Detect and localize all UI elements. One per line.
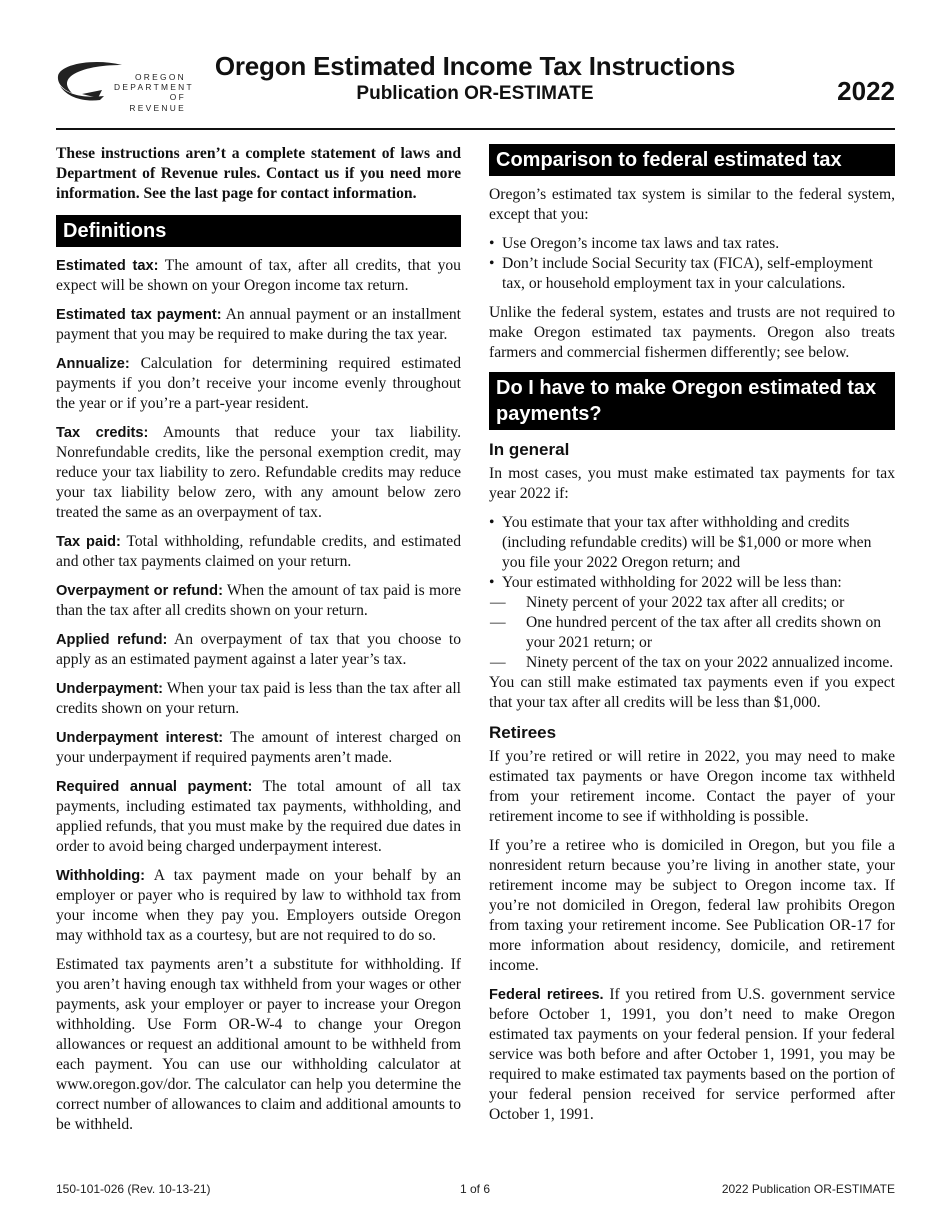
document-title: Oregon Estimated Income Tax Instructions xyxy=(214,51,736,81)
left-column xyxy=(56,144,461,1144)
definition-term: Underpayment: xyxy=(56,681,164,697)
definition-tax-paid xyxy=(56,532,461,572)
footer-publication: 2022 Publication OR-ESTIMATE xyxy=(721,1182,895,1196)
retirees-paragraph-2: If you’re a retiree who is domiciled in Oregon, but you file a nonresident return because you’re living in another state, your retirement income may be subject to Oregon income tax. If you’re not domiciled in Oregon, federal law prohibits Oregon from taxing your retirement income. See Publication OR-17 for more information about residency, domicile, and retirement income. xyxy=(489,837,895,974)
document-subtitle: Publication OR-ESTIMATE xyxy=(356,83,594,104)
definition-term: Annualize: xyxy=(56,356,130,372)
definition-tax-credits xyxy=(56,423,461,523)
title-block xyxy=(190,50,760,106)
definition-term: Tax paid: xyxy=(56,534,121,550)
list-item xyxy=(489,573,895,673)
retirees-paragraph-1: If you’re retired or will retire in 2022, you may need to make estimated tax payments or have Oregon income tax withheld from your retirement income. Contact the payer of your retirement income to see if withholding is possible. xyxy=(489,748,895,825)
definition-text: When your tax paid is less than the tax after all credits shown on your return. xyxy=(56,680,461,717)
definition-text: Calculation for determining required estimated payments if you don’t receive your income evenly throughout the year or if you’re a part-year resident. xyxy=(56,355,461,412)
federal-retirees-paragraph xyxy=(489,985,895,1125)
withholding-conditions xyxy=(502,593,895,673)
general-closing: You can still make estimated tax payments even if you expect that your tax after all credits will be less than $1,000. xyxy=(489,674,895,711)
federal-retirees-text: If you retired from U.S. government service before October 1, 1991, you don’t need to make Oregon estimated tax payments on your federal pension. If your federal service was both before and after October 1, 1991, you may be required to make estimated tax payments based on the portion of your federal pension received for service performed after October 1, 1991. xyxy=(489,986,895,1123)
definition-text: Total withholding, refundable credits, and estimated and other tax payments claimed on your return. xyxy=(56,533,462,570)
list-item: — Ninety percent of the tax on your 2022 annualized income. xyxy=(489,653,895,673)
footer-page-number: 1 of 6 xyxy=(459,1182,491,1196)
list-item: • You estimate that your tax after withholding and credits (including refundable credits) will be $1,000 or more when you file your 2022 Oregon return; and xyxy=(489,513,895,573)
document-year: 2022 xyxy=(837,76,895,106)
required-heading: Do I have to make Oregon estimated tax payments? xyxy=(489,372,895,430)
definition-term: Required annual payment: xyxy=(56,779,253,795)
definition-estimated-tax-payment xyxy=(56,305,461,345)
list-item: • Use Oregon’s income tax laws and tax rates. xyxy=(489,234,895,254)
oregon-dor-logo xyxy=(54,56,194,113)
definition-overpayment xyxy=(56,581,461,621)
definition-text: The total amount of all tax payments, including estimated tax payments, withholding, and applied refunds, that you must make by the required due dates in order to avoid being charged underpayment interest. xyxy=(56,778,462,855)
list-item: • Don’t include Social Security tax (FICA), self-employment tax, or household employment tax in your calculations. xyxy=(489,254,895,294)
federal-retirees-term: Federal retirees. xyxy=(489,987,604,1003)
definition-text: The amount of tax, after all credits, that you expect will be shown on your Oregon income tax return. xyxy=(56,257,461,294)
definition-term: Withholding: xyxy=(56,868,146,884)
general-intro: In most cases, you must make estimated tax payments for tax year 2022 if: xyxy=(489,465,895,502)
retirees-heading: Retirees xyxy=(489,723,557,742)
definition-text: When the amount of tax paid is more than the tax after all credits shown on your return. xyxy=(56,582,461,619)
definition-text: The amount of interest charged on your underpayment if required payments aren’t made. xyxy=(56,729,461,766)
definition-term: Estimated tax payment: xyxy=(56,307,222,323)
definition-text: An overpayment of tax that you choose to apply as an estimated payment against a later year’s tax. xyxy=(56,631,461,668)
definitions-heading: Definitions xyxy=(56,215,461,247)
definition-term: Estimated tax: xyxy=(56,258,159,274)
definition-text: Amounts that reduce your tax liability. Nonrefundable credits, like the personal exemption credit, may reduce your tax liability to zero. Refundable credits may reduce your tax liability below zero, with any amount below zero treated the same as an overpayment of tax. xyxy=(56,424,461,521)
definition-underpayment xyxy=(56,679,461,719)
definition-estimated-tax xyxy=(56,256,461,296)
definition-underpayment-interest xyxy=(56,728,461,768)
logo-line-oregon: OREGON xyxy=(134,72,186,82)
right-column xyxy=(489,144,895,1134)
definition-term: Overpayment or refund: xyxy=(56,583,223,599)
withholding-note: Estimated tax payments aren’t a substitute for withholding. If you aren’t having enough tax withheld from your wages or other payments, ask your employer or payer to increase your Oregon withholding. Use Form OR-W-4 to change your Oregon allowances or request an additional amount to be withheld from each payment. You can use our withholding calculator at www.oregon.gov/dor. The calculator can help you determine the correct number of allowances to claim and additional amounts to be withheld. xyxy=(56,956,461,1133)
definition-term: Applied refund: xyxy=(56,632,168,648)
logo-text xyxy=(114,72,194,113)
comparison-heading: Comparison to federal estimated tax xyxy=(489,144,895,176)
definition-term: Underpayment interest: xyxy=(56,730,224,746)
definition-applied-refund xyxy=(56,630,461,670)
general-list xyxy=(489,513,895,673)
header-divider xyxy=(56,128,895,130)
definition-annualize xyxy=(56,354,461,414)
definition-term: Tax credits: xyxy=(56,425,149,441)
definition-required-annual-payment xyxy=(56,777,461,857)
intro-note: These instructions aren’t a complete statement of laws and Department of Revenue rules. Contact us if you need more information. See the last page for contact information. xyxy=(56,145,461,202)
definition-text: An annual payment or an installment payment that you may be required to make during the tax year. xyxy=(56,306,461,343)
comparison-list xyxy=(489,234,895,294)
definition-withholding xyxy=(56,866,461,946)
footer-form-id: 150-101-026 (Rev. 10-13-21) xyxy=(56,1182,211,1196)
definition-text: A tax payment made on your behalf by an employer or payer who is required by law to withhold tax from your income when they pay you. Employers outside Oregon may withhold tax as a courtesy, but are not required to do so. xyxy=(56,867,461,944)
list-item: — Ninety percent of your 2022 tax after all credits; or xyxy=(489,593,895,613)
comparison-intro: Oregon’s estimated tax system is similar to the federal system, except that you: xyxy=(489,186,895,223)
comparison-closing: Unlike the federal system, estates and trusts are not required to make Oregon estimated tax payments. Oregon also treats farmers and commercial fishermen differently; see below. xyxy=(489,304,895,361)
general-heading: In general xyxy=(489,440,570,459)
logo-line-department: DEPARTMENT xyxy=(114,82,194,93)
list-item-text: Your estimated withholding for 2022 will be less than: xyxy=(502,574,842,591)
list-item: — One hundred percent of the tax after all credits shown on your 2021 return; or xyxy=(489,613,895,653)
logo-line-revenue: OF REVENUE xyxy=(129,92,186,113)
